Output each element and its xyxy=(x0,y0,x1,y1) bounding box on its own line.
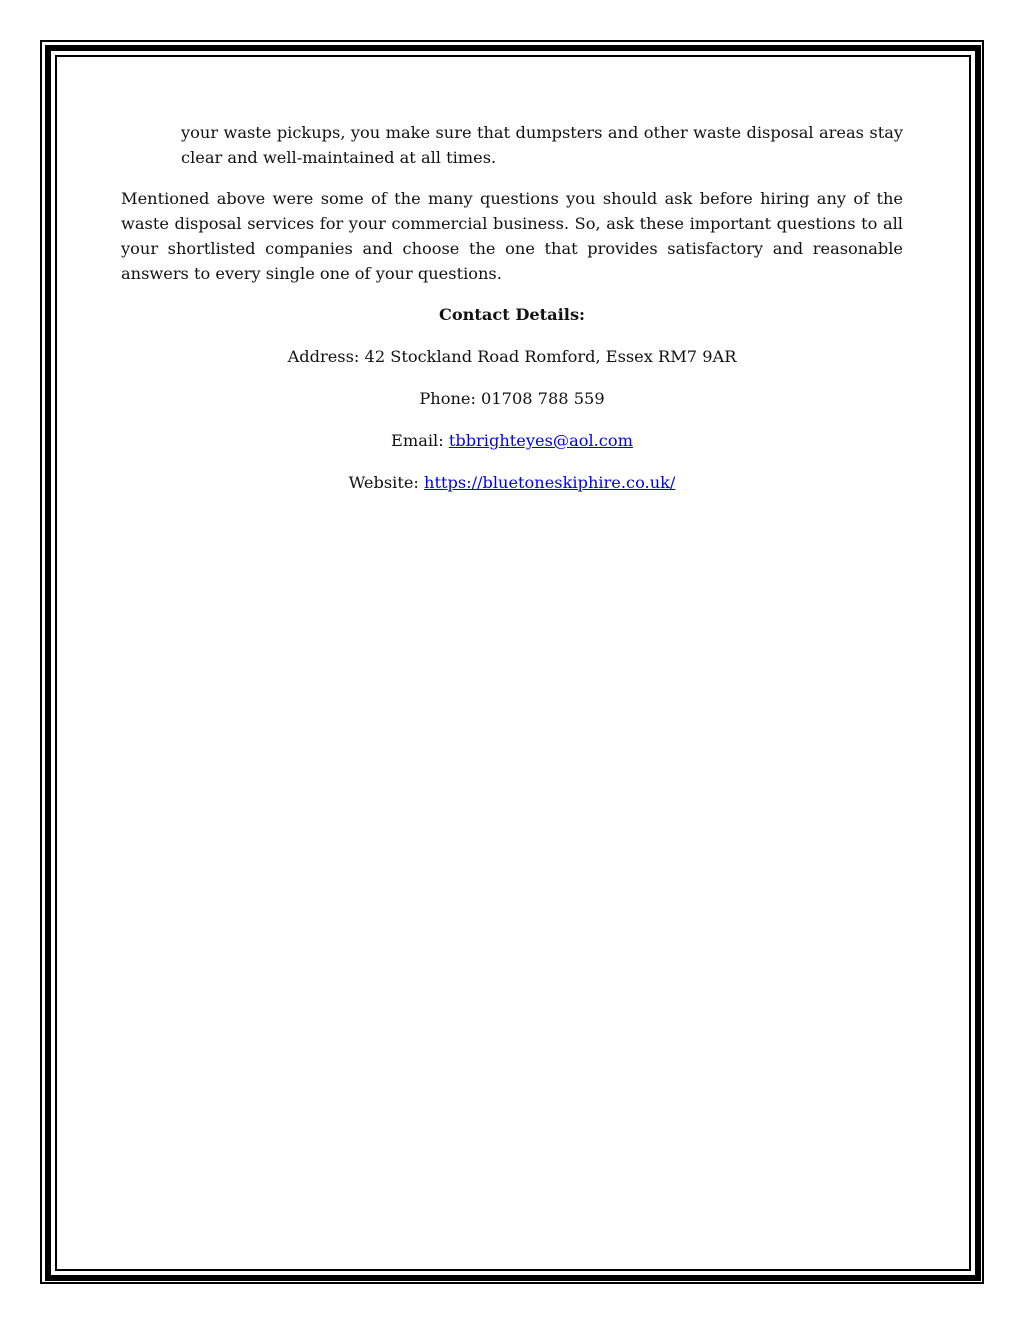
document-content xyxy=(121,120,903,512)
website-label: Website: xyxy=(348,473,425,492)
paragraph-continued: your waste pickups, you make sure that dumpsters and other waste disposal areas stay clear and well-maintained at all times. xyxy=(181,123,903,167)
website-link[interactable]: https://bluetoneskiphire.co.uk/ xyxy=(424,473,676,492)
contact-phone: Phone: 01708 788 559 xyxy=(419,389,605,408)
email-label: Email: xyxy=(391,431,449,450)
paragraph-conclusion: Mentioned above were some of the many questions you should ask before hiring any of the waste disposal services for your commercial business. So, ask these important questions to all your shortlisted companies and choose the one that provides satisfactory and reasonable answers to every single one of your questions. xyxy=(121,189,903,283)
contact-address: Address: 42 Stockland Road Romford, Essex RM7 9AR xyxy=(287,347,737,366)
contact-email xyxy=(121,428,903,453)
contact-website xyxy=(121,470,903,495)
email-link[interactable]: tbbrighteyes@aol.com xyxy=(448,431,633,450)
contact-heading: Contact Details: xyxy=(438,305,586,324)
